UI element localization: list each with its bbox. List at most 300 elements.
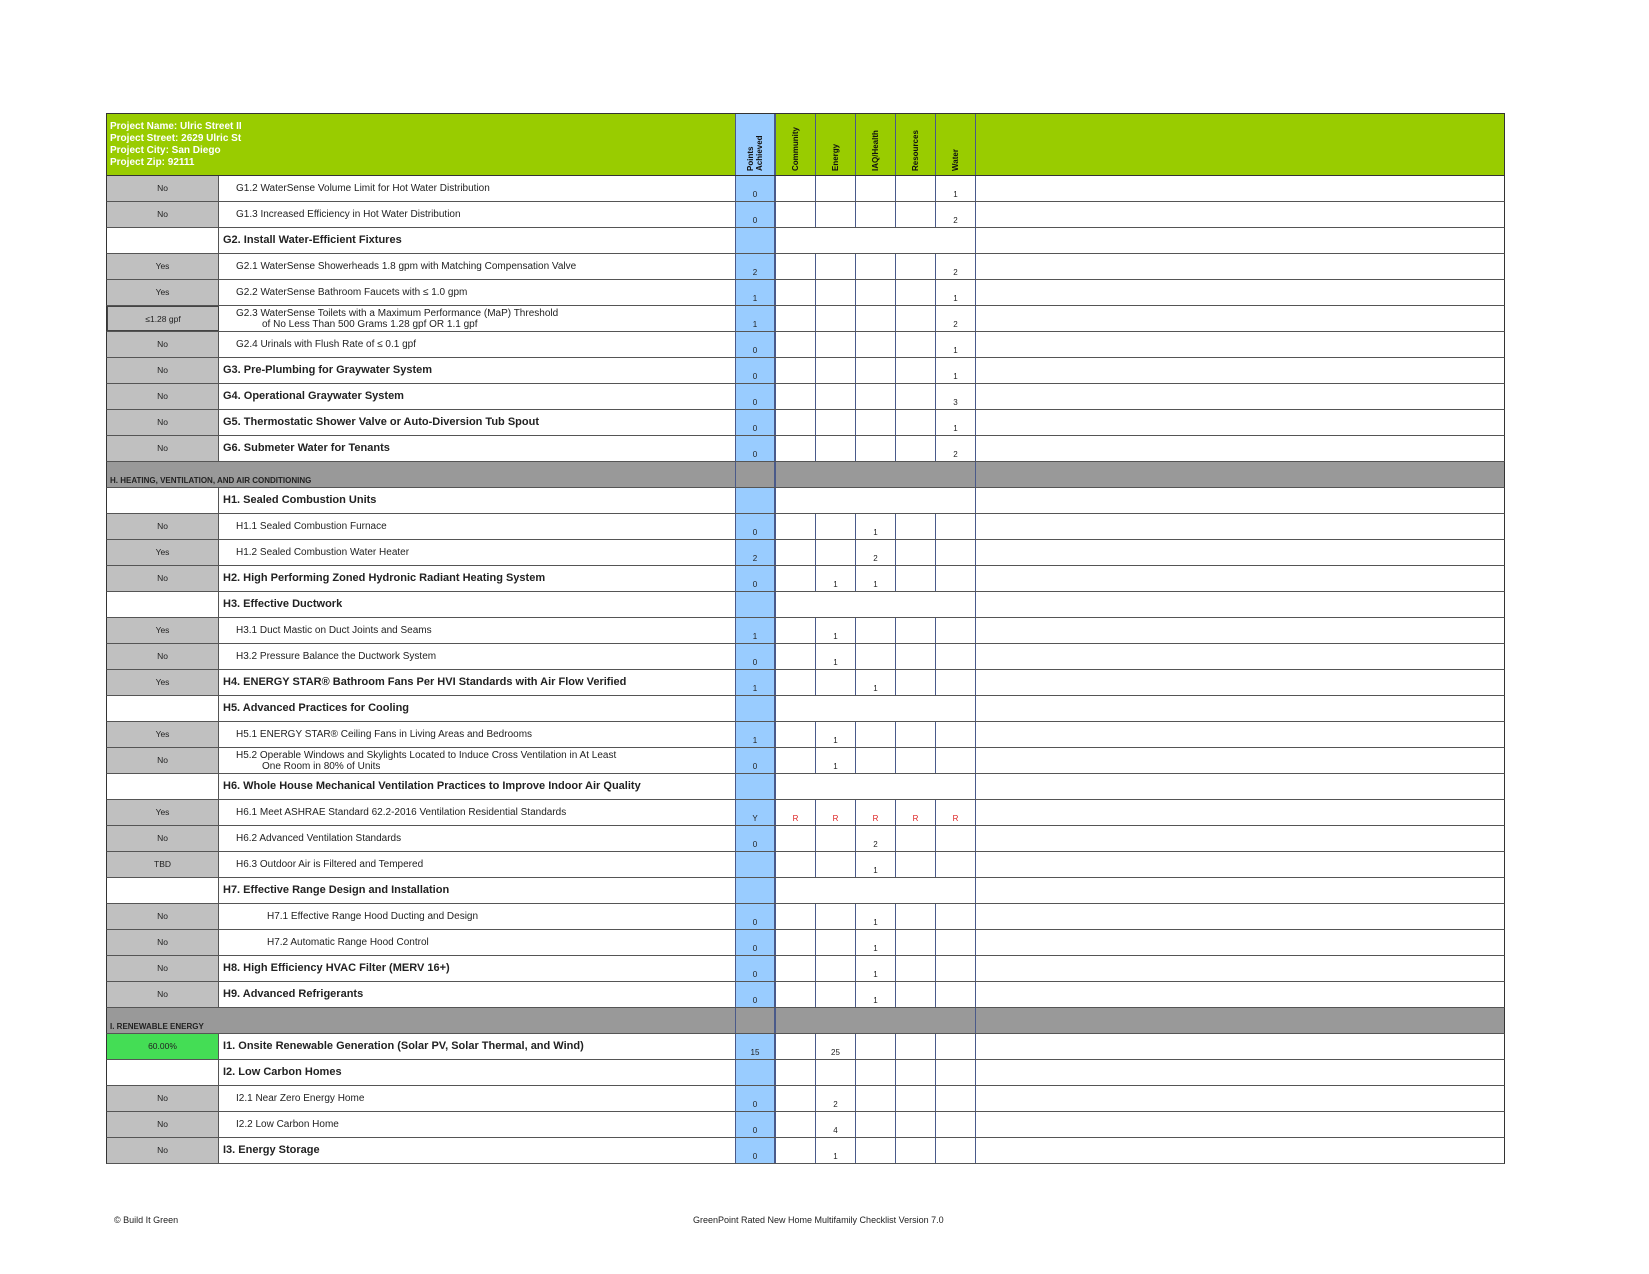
item-title: G6. Submeter Water for Tenants [223,442,390,454]
table-row [106,1112,1505,1138]
category-cell [815,358,855,383]
category-cell: 25 [815,1034,855,1059]
col-community: Community [775,114,815,175]
row-fill [975,228,1504,253]
row-fill [975,1008,1504,1033]
row-fill [975,436,1504,461]
answer-cell[interactable]: Yes [107,800,219,825]
table-row [106,332,1505,358]
table-row [106,904,1505,930]
category-cell [815,540,855,565]
category-cell [895,670,935,695]
row-fill [975,332,1504,357]
points-cell: 0 [735,644,775,669]
points-cell: 2 [735,540,775,565]
category-cell [775,306,815,331]
category-cell [775,904,815,929]
project-city: Project City: San Diego [110,145,221,156]
item-title: I2.2 Low Carbon Home [236,1119,339,1130]
row-fill [975,1034,1504,1059]
row-fill [975,982,1504,1007]
category-cell [855,1138,895,1163]
category-cell [895,540,935,565]
category-cell [935,670,975,695]
table-row [106,748,1505,774]
table-row [106,722,1505,748]
item-title: G1.2 WaterSense Volume Limit for Hot Water Distribution [236,183,490,194]
points-cell: 0 [735,202,775,227]
row-fill [975,826,1504,851]
row-fill [975,1086,1504,1111]
row-fill [975,384,1504,409]
category-cell: 1 [935,358,975,383]
category-cell: 3 [935,384,975,409]
points-cell: Y [735,800,775,825]
category-cell [775,956,815,981]
category-cell [815,332,855,357]
category-cell [775,826,815,851]
category-cell: 2 [935,254,975,279]
answer-cell [107,878,219,903]
category-cell: 1 [855,930,895,955]
table-row [106,956,1505,982]
item-title: H7.1 Effective Range Hood Ducting and Design [267,911,479,922]
category-cell [935,982,975,1007]
col-points-achieved: Points Achieved [735,114,775,175]
points-cell: 1 [735,722,775,747]
category-cell [775,1086,815,1111]
category-cell: 2 [815,1086,855,1111]
category-cell [815,384,855,409]
category-cell [775,202,815,227]
item-title: H3.2 Pressure Balance the Ductwork System [236,651,437,662]
project-info [107,114,735,175]
col-energy: Energy [815,114,855,175]
category-cell [775,748,815,773]
answer-cell[interactable]: Yes [107,670,219,695]
category-cell [855,332,895,357]
category-cell [775,982,815,1007]
category-cell [775,1138,815,1163]
category-cell: 1 [855,670,895,695]
category-cell [855,748,895,773]
points-cell: 0 [735,358,775,383]
category-cell [855,722,895,747]
category-cell [815,202,855,227]
points-cell: 0 [735,384,775,409]
category-cell [895,904,935,929]
table-body [106,176,1505,1164]
item-title: G2.4 Urinals with Flush Rate of ≤ 0.1 gpf [236,339,417,350]
item-title: G5. Thermostatic Shower Valve or Auto-Diversion Tub Spout [223,416,539,428]
table-row [106,618,1505,644]
answer-cell[interactable]: No [107,202,219,227]
category-cell [855,202,895,227]
item-title: H6.2 Advanced Ventilation Standards [236,833,402,844]
points-cell: 1 [735,618,775,643]
item-title [219,306,735,331]
table-row [106,1034,1505,1060]
row-fill [975,1112,1504,1137]
table-row [106,540,1505,566]
category-cell: 4 [815,1112,855,1137]
item-title: H9. Advanced Refrigerants [223,988,364,1000]
category-cell [815,826,855,851]
answer-cell[interactable]: No [107,1112,219,1137]
category-cell [775,1112,815,1137]
category-cell [815,956,855,981]
points-cell [735,228,775,253]
points-cell [735,592,775,617]
answer-cell[interactable]: No [107,644,219,669]
points-cell [735,462,775,487]
category-cell [775,930,815,955]
points-cell: 0 [735,436,775,461]
item-title: H5. Advanced Practices for Cooling [223,702,410,714]
category-cell [935,956,975,981]
col-iaq-health: IAQ/Health [855,114,895,175]
category-cell [895,202,935,227]
item-title: G4. Operational Graywater System [223,390,404,402]
row-fill [975,618,1504,643]
category-cell [895,956,935,981]
answer-cell [107,696,219,721]
answer-cell[interactable]: No [107,332,219,357]
table-row [106,644,1505,670]
category-cell [855,618,895,643]
category-cell: 1 [815,722,855,747]
answer-cell [107,488,219,513]
answer-cell[interactable]: No [107,956,219,981]
category-cell: 1 [935,280,975,305]
section-title: H. HEATING, VENTILATION, AND AIR CONDITIONING [110,476,312,485]
answer-cell[interactable]: No [107,358,219,383]
category-cell [895,176,935,201]
points-cell: 1 [735,280,775,305]
category-cell [935,852,975,877]
category-cell [855,280,895,305]
category-cell: 2 [935,436,975,461]
category-cell [775,566,815,591]
item-title-line2: One Room in 80% of Units [262,761,381,772]
points-cell: 0 [735,1086,775,1111]
answer-cell[interactable]: Yes [107,280,219,305]
section-gap [775,1008,975,1033]
item-title-line1: G2.3 WaterSense Toilets with a Maximum Performance (MaP) Threshold [236,308,559,319]
answer-cell[interactable]: No [107,514,219,539]
category-cell [895,1034,935,1059]
points-cell [735,878,775,903]
row-fill [975,410,1504,435]
category-cell [775,722,815,747]
item-title: H3. Effective Ductwork [223,598,343,610]
category-cell [935,904,975,929]
answer-cell[interactable]: No [107,1086,219,1111]
row-fill [975,930,1504,955]
category-cell [895,1138,935,1163]
category-cell [815,254,855,279]
project-zip: Project Zip: 92111 [110,157,195,168]
points-cell: 0 [735,904,775,929]
points-cell: 0 [735,826,775,851]
category-cell [815,410,855,435]
category-cell [895,254,935,279]
row-fill [975,1138,1504,1163]
row-fill [975,280,1504,305]
category-cell [855,384,895,409]
answer-cell[interactable]: Yes [107,540,219,565]
category-cell [855,410,895,435]
answer-cell[interactable]: 60.00% [107,1034,219,1059]
category-cell: 1 [855,566,895,591]
category-cell [895,358,935,383]
category-cell: 1 [855,956,895,981]
category-cell: R [815,800,855,825]
category-cell [935,644,975,669]
points-cell [735,696,775,721]
section-row [106,1008,1505,1034]
points-cell [735,774,775,799]
table-row [106,202,1505,228]
category-cell [775,644,815,669]
header-fill [975,114,1504,175]
answer-cell[interactable]: No [107,1138,219,1163]
row-fill [975,358,1504,383]
category-cell [895,644,935,669]
points-cell: 2 [735,254,775,279]
heading-row [106,878,1505,904]
category-cell [775,280,815,305]
points-cell: 0 [735,566,775,591]
item-title: H6.3 Outdoor Air is Filtered and Tempered [236,859,424,870]
heading-row [106,774,1505,800]
row-fill [975,956,1504,981]
table-row [106,982,1505,1008]
row-fill [975,800,1504,825]
category-cell [895,618,935,643]
project-name: Project Name: Ulric Street II [110,121,242,132]
row-fill [975,696,1504,721]
table-row [106,826,1505,852]
category-cell [775,254,815,279]
item-title: H4. ENERGY STAR® Bathroom Fans Per HVI Standards with Air Flow Verified [223,676,627,688]
category-cell [855,1086,895,1111]
row-fill [975,1060,1504,1085]
category-cell: 2 [855,540,895,565]
category-cell [895,384,935,409]
item-title: H5.1 ENERGY STAR® Ceiling Fans in Living Areas and Bedrooms [236,729,533,740]
item-title: G2.1 WaterSense Showerheads 1.8 gpm with Matching Compensation Valve [236,261,577,272]
answer-cell[interactable]: TBD [107,852,219,877]
answer-cell[interactable]: No [107,748,219,773]
item-title-line1: H5.2 Operable Windows and Skylights Located to Induce Cross Ventilation in At Least [236,750,617,761]
answer-cell[interactable]: Yes [107,254,219,279]
answer-cell [107,592,219,617]
row-fill [975,904,1504,929]
item-title: H6.1 Meet ASHRAE Standard 62.2-2016 Ventilation Residential Standards [236,807,567,818]
category-cell [855,1112,895,1137]
points-cell: 15 [735,1034,775,1059]
item-title: H8. High Efficiency HVAC Filter (MERV 16+) [223,962,450,974]
answer-cell [107,774,219,799]
row-fill [975,748,1504,773]
answer-cell[interactable]: No [107,566,219,591]
category-cell: 1 [815,618,855,643]
table-row [106,670,1505,696]
item-title-line2: of No Less Than 500 Grams 1.28 gpf OR 1.1 gpf [262,319,478,330]
item-title: H7.2 Automatic Range Hood Control [267,937,429,948]
category-cell [815,982,855,1007]
table-row [106,1086,1505,1112]
category-cell [935,540,975,565]
category-cell [895,306,935,331]
category-cell [935,826,975,851]
category-cell [775,176,815,201]
points-cell [735,488,775,513]
category-cell: 1 [935,410,975,435]
row-fill [975,514,1504,539]
category-cell [895,1112,935,1137]
answer-cell[interactable]: No [107,904,219,929]
category-cell [775,1034,815,1059]
points-cell: 1 [735,306,775,331]
answer-cell[interactable]: No [107,930,219,955]
heading-gap [775,696,975,721]
category-cell [935,1112,975,1137]
category-cell [895,982,935,1007]
item-title: G2.2 WaterSense Bathroom Faucets with ≤ 1.0 gpm [236,287,468,298]
category-cell [895,332,935,357]
heading-row [106,488,1505,514]
table-row [106,1138,1505,1164]
category-cell: R [855,800,895,825]
points-cell: 0 [735,956,775,981]
points-cell: 0 [735,332,775,357]
category-cell [855,1034,895,1059]
category-cell [895,410,935,435]
row-fill [975,722,1504,747]
answer-cell[interactable]: No [107,384,219,409]
points-cell: 0 [735,982,775,1007]
answer-cell[interactable]: No [107,982,219,1007]
category-cell [855,306,895,331]
item-title: G3. Pre-Plumbing for Graywater System [223,364,433,376]
heading-gap [775,592,975,617]
points-cell: 0 [735,1138,775,1163]
item-title: H6. Whole House Mechanical Ventilation Practices to Improve Indoor Air Quality [223,780,641,792]
item-title [219,748,735,773]
heading-row [106,1060,1505,1086]
row-fill [975,592,1504,617]
answer-cell[interactable]: No [107,410,219,435]
category-cell [895,566,935,591]
category-cell [935,1034,975,1059]
table-header [106,113,1505,176]
points-cell [735,1008,775,1033]
item-title: G2. Install Water-Efficient Fixtures [223,234,402,246]
answer-cell[interactable]: No [107,176,219,201]
table-row [106,176,1505,202]
answer-cell[interactable]: Yes [107,618,219,643]
category-cell [895,436,935,461]
item-title: I2.1 Near Zero Energy Home [236,1093,365,1104]
category-cell [855,254,895,279]
table-row [106,306,1505,332]
item-title: H3.1 Duct Mastic on Duct Joints and Seams [236,625,432,636]
category-cell [775,618,815,643]
category-cell [815,514,855,539]
category-cell [815,852,855,877]
category-cell: R [895,800,935,825]
category-cell: 1 [815,644,855,669]
answer-cell[interactable]: Yes [107,722,219,747]
category-cell [775,332,815,357]
table-row [106,514,1505,540]
row-fill [975,202,1504,227]
row-fill [975,644,1504,669]
category-cell: 2 [935,202,975,227]
answer-cell[interactable]: No [107,826,219,851]
table-row [106,410,1505,436]
answer-cell [107,1060,219,1085]
category-cell: 1 [935,332,975,357]
item-title: I3. Energy Storage [223,1144,320,1156]
category-cell: 1 [815,748,855,773]
table-row [106,280,1505,306]
category-cell [895,280,935,305]
table-row [106,358,1505,384]
row-fill [975,670,1504,695]
category-cell [895,722,935,747]
category-cell: 1 [855,982,895,1007]
answer-cell[interactable]: ≤1.28 gpf [107,306,219,331]
item-title: G1.3 Increased Efficiency in Hot Water Distribution [236,209,461,220]
answer-cell[interactable]: No [107,436,219,461]
category-cell [775,436,815,461]
category-cell [855,176,895,201]
category-cell [895,1060,935,1085]
category-cell [935,748,975,773]
points-cell: 0 [735,514,775,539]
heading-row [106,228,1505,254]
section-row [106,462,1505,488]
category-cell [855,644,895,669]
heading-row [106,592,1505,618]
item-title: H7. Effective Range Design and Installation [223,884,450,896]
table-row [106,436,1505,462]
category-cell [815,930,855,955]
project-street: Project Street: 2629 Ulric St [110,133,242,144]
category-cell [815,280,855,305]
table-row [106,852,1505,878]
row-fill [975,462,1504,487]
category-cell [935,722,975,747]
category-cell: 1 [815,1138,855,1163]
section-title: I. RENEWABLE ENERGY [110,1022,204,1031]
category-cell [775,670,815,695]
category-cell [935,1138,975,1163]
heading-gap [775,774,975,799]
category-cell [815,436,855,461]
item-title: H1.1 Sealed Combustion Furnace [236,521,387,532]
category-cell [775,514,815,539]
category-cell: 2 [935,306,975,331]
points-cell: 0 [735,1112,775,1137]
table-row [106,566,1505,592]
category-cell [935,930,975,955]
item-title: H1.2 Sealed Combustion Water Heater [236,547,410,558]
category-cell: R [775,800,815,825]
